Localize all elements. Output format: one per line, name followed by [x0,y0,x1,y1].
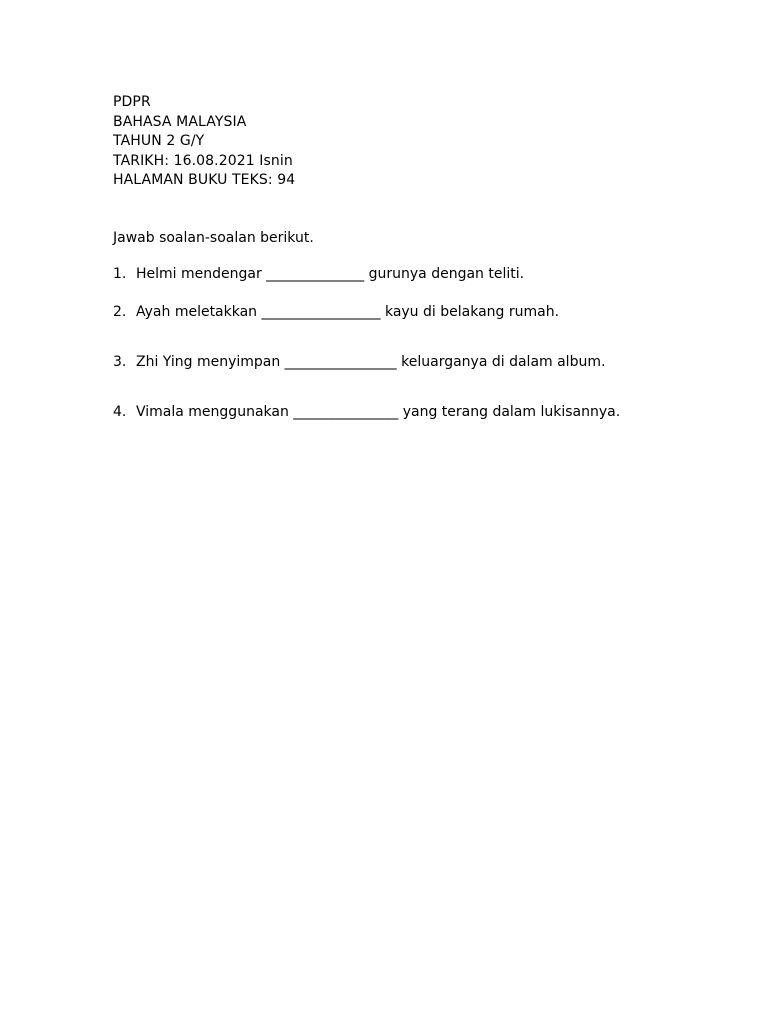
question-item [113,353,605,372]
header-line-subject: BAHASA MALAYSIA [113,113,247,130]
worksheet-header [113,93,295,191]
header-line-textbook-page: HALAMAN BUKU TEKS: 94 [113,172,296,188]
question-number: 2. [113,304,127,320]
instruction-text: Jawab soalan-soalan berikut. [113,230,314,246]
question-text: Zhi Ying menyimpan ________________ keluarganya di dalam album. [136,354,606,370]
question-text: Ayah meletakkan _________________ kayu di belakang rumah. [136,304,560,320]
header-line-pdpr: PDPR [113,94,151,110]
question-item [113,303,559,322]
question-text: Vimala menggunakan _______________ yang terang dalam lukisannya. [136,404,621,420]
question-item [113,403,620,422]
header-line-class: TAHUN 2 G/Y [113,133,205,149]
question-number: 4. [113,404,127,420]
question-number: 3. [113,354,127,370]
header-line-date: TARIKH: 16.08.2021 Isnin [113,152,293,169]
question-text: Helmi mendengar ______________ gurunya dengan teliti. [136,266,525,282]
question-number: 1. [113,266,127,282]
question-item [113,265,524,284]
